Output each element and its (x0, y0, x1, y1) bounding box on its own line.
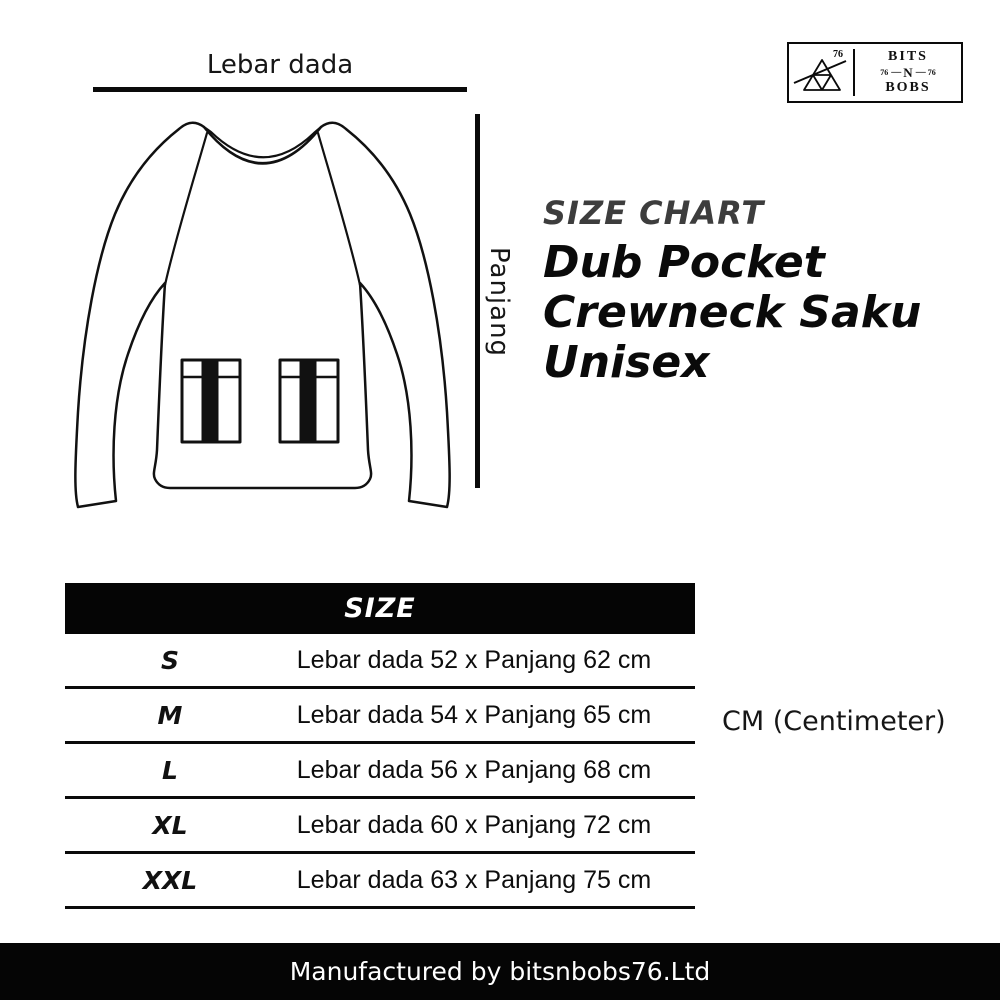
pocket-right (280, 360, 338, 442)
pocket-left (182, 360, 240, 442)
unit-note: CM (Centimeter) (722, 706, 946, 737)
logo-wordmark (855, 44, 961, 101)
size-label: L (162, 755, 178, 785)
brand-logo (787, 42, 963, 103)
table-row (65, 854, 695, 909)
size-spec: Lebar dada 52 x Panjang 62 cm (296, 645, 652, 674)
length-measure-label: Panjang (484, 247, 514, 358)
crewneck-sweater-drawing (60, 110, 480, 530)
footer-bar (0, 943, 1000, 1000)
product-title-line-2: Crewneck Saku (543, 287, 922, 338)
width-measure-line (93, 87, 467, 92)
table-row (65, 689, 695, 744)
size-label: XXL (142, 865, 198, 895)
logo-word-middle: 76 — N — 76 (880, 65, 936, 80)
size-chart-eyebrow: SIZE CHART (543, 194, 765, 232)
size-label: XL (152, 810, 188, 840)
size-table (65, 583, 695, 909)
product-title-line-1: Dub Pocket (543, 237, 825, 288)
manufacturer-text: Manufactured by bitsnbobs76.Ltd (289, 957, 711, 986)
table-row (65, 634, 695, 689)
brand-logo-mark-icon (789, 44, 853, 101)
size-spec: Lebar dada 56 x Panjang 68 cm (296, 755, 652, 784)
width-measure-label: Lebar dada (206, 50, 354, 80)
heading-block (543, 194, 921, 388)
size-spec: Lebar dada 60 x Panjang 72 cm (296, 810, 652, 839)
svg-text:76: 76 (833, 49, 843, 60)
size-spec: Lebar dada 54 x Panjang 65 cm (296, 700, 652, 729)
logo-word-top: BITS (888, 49, 928, 64)
product-title-line-3: Unisex (543, 337, 710, 388)
logo-word-bottom: BOBS (885, 80, 931, 95)
table-row (65, 799, 695, 854)
table-row (65, 744, 695, 799)
size-spec: Lebar dada 63 x Panjang 75 cm (296, 865, 652, 894)
size-label: S (160, 645, 179, 675)
sweater-outline (75, 123, 449, 507)
size-table-header: SIZE (65, 583, 695, 634)
size-label: M (157, 700, 183, 730)
